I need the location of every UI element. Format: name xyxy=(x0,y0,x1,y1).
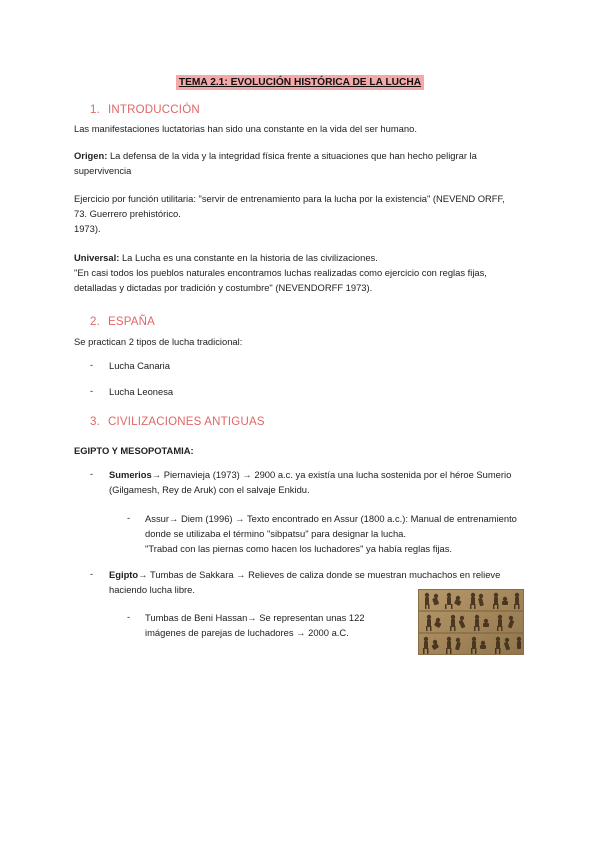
section-heading-civilizaciones xyxy=(90,416,265,428)
origen-label: Origen: xyxy=(74,150,108,161)
universal-line-1: La Lucha es una constante en la historia de las civilizaciones. xyxy=(119,252,378,263)
section-label: INTRODUCCIÓN xyxy=(108,104,200,116)
title-wrap xyxy=(0,72,600,90)
section-label: CIVILIZACIONES ANTIGUAS xyxy=(108,416,265,428)
origen-text-cont: supervivencia xyxy=(74,165,132,176)
egipto-line-1: → Tumbas de Sakkara → Relieves de caliza donde se muestran muchachos en relieve xyxy=(138,569,501,580)
universal-label: Universal: xyxy=(74,252,120,263)
egipto-label: Egipto xyxy=(109,569,139,580)
origen-text: La defensa de la vida y la integridad física frente a situaciones que han hecho peligrar la xyxy=(107,150,477,161)
universal-line-3: detalladas y dictadas por tradición y costumbre" (NEVENDORFF 1973). xyxy=(74,282,373,293)
sumerios-line-2: (Gilgamesh, Rey de Aruk) con el salvaje Enkidu. xyxy=(109,484,310,495)
assur-line-3: "Trabad con las piernas como hacen los luchadores" ya había reglas fijas. xyxy=(145,543,452,554)
list-item-sumerios xyxy=(109,467,559,497)
assur-line-1: Assur→ Diem (1996) → Texto encontrado en Assur (1800 a.c.): Manual de entrenamiento xyxy=(145,513,517,524)
list-bullet: - xyxy=(90,568,94,579)
universal-paragraph xyxy=(74,250,544,295)
ejercicio-line-1: Ejercicio por función utilitaria: "servir de entrenamiento para la lucha por la existencia" (NEVEND ORFF, xyxy=(74,193,505,204)
egipto-line-2: haciendo lucha libre. xyxy=(109,584,195,595)
sumerios-line-1: → Piernavieja (1973) → 2900 a.c. ya existía una lucha sostenida por el héroe Sumerio xyxy=(151,469,512,480)
section-heading-introduccion xyxy=(90,104,200,116)
list-bullet: - xyxy=(90,359,94,370)
beni-line-2: imágenes de parejas de luchadores → 2000 a.C. xyxy=(145,627,349,638)
list-bullet: - xyxy=(127,512,131,523)
page-title: TEMA 2.1: EVOLUCIÓN HISTÓRICA DE LA LUCHA xyxy=(176,75,424,90)
list-item-beni-hassan xyxy=(145,610,405,640)
section-number: 2. xyxy=(90,316,100,328)
section-number: 1. xyxy=(90,104,100,116)
espana-paragraph: Se practican 2 tipos de lucha tradicional: xyxy=(74,336,243,347)
intro-paragraph: Las manifestaciones luctatorias han sido una constante en la vida del ser humano. xyxy=(74,123,417,134)
list-item: Lucha Leonesa xyxy=(109,386,174,397)
list-bullet: - xyxy=(127,611,131,622)
universal-line-2: "En casi todos los pueblos naturales encontramos luchas realizadas como ejercicio con reglas fijas, xyxy=(74,267,487,278)
origen-paragraph xyxy=(74,148,544,178)
ejercicio-paragraph xyxy=(74,191,544,236)
section-heading-espana xyxy=(90,316,155,328)
subheading-egipto-mesopotamia: EGIPTO Y MESOPOTAMIA: xyxy=(74,445,194,456)
list-bullet: - xyxy=(90,468,94,479)
ejercicio-line-3: 1973). xyxy=(74,223,101,234)
ejercicio-line-2: 73. Guerrero prehistórico. xyxy=(74,208,181,219)
sumerios-label: Sumerios xyxy=(109,469,152,480)
beni-line-1: Tumbas de Beni Hassan→ Se representan unas 122 xyxy=(145,612,365,623)
list-item-assur xyxy=(145,511,565,556)
egyptian-wrestlers-relief-image xyxy=(418,589,524,655)
section-number: 3. xyxy=(90,416,100,428)
relief-illustration xyxy=(419,590,524,655)
section-label: ESPAÑA xyxy=(108,316,156,328)
assur-line-2: donde se utilizaba el término "sibpatsu" para designar la lucha. xyxy=(145,528,406,539)
list-bullet: - xyxy=(90,385,94,396)
list-item: Lucha Canaria xyxy=(109,360,170,371)
